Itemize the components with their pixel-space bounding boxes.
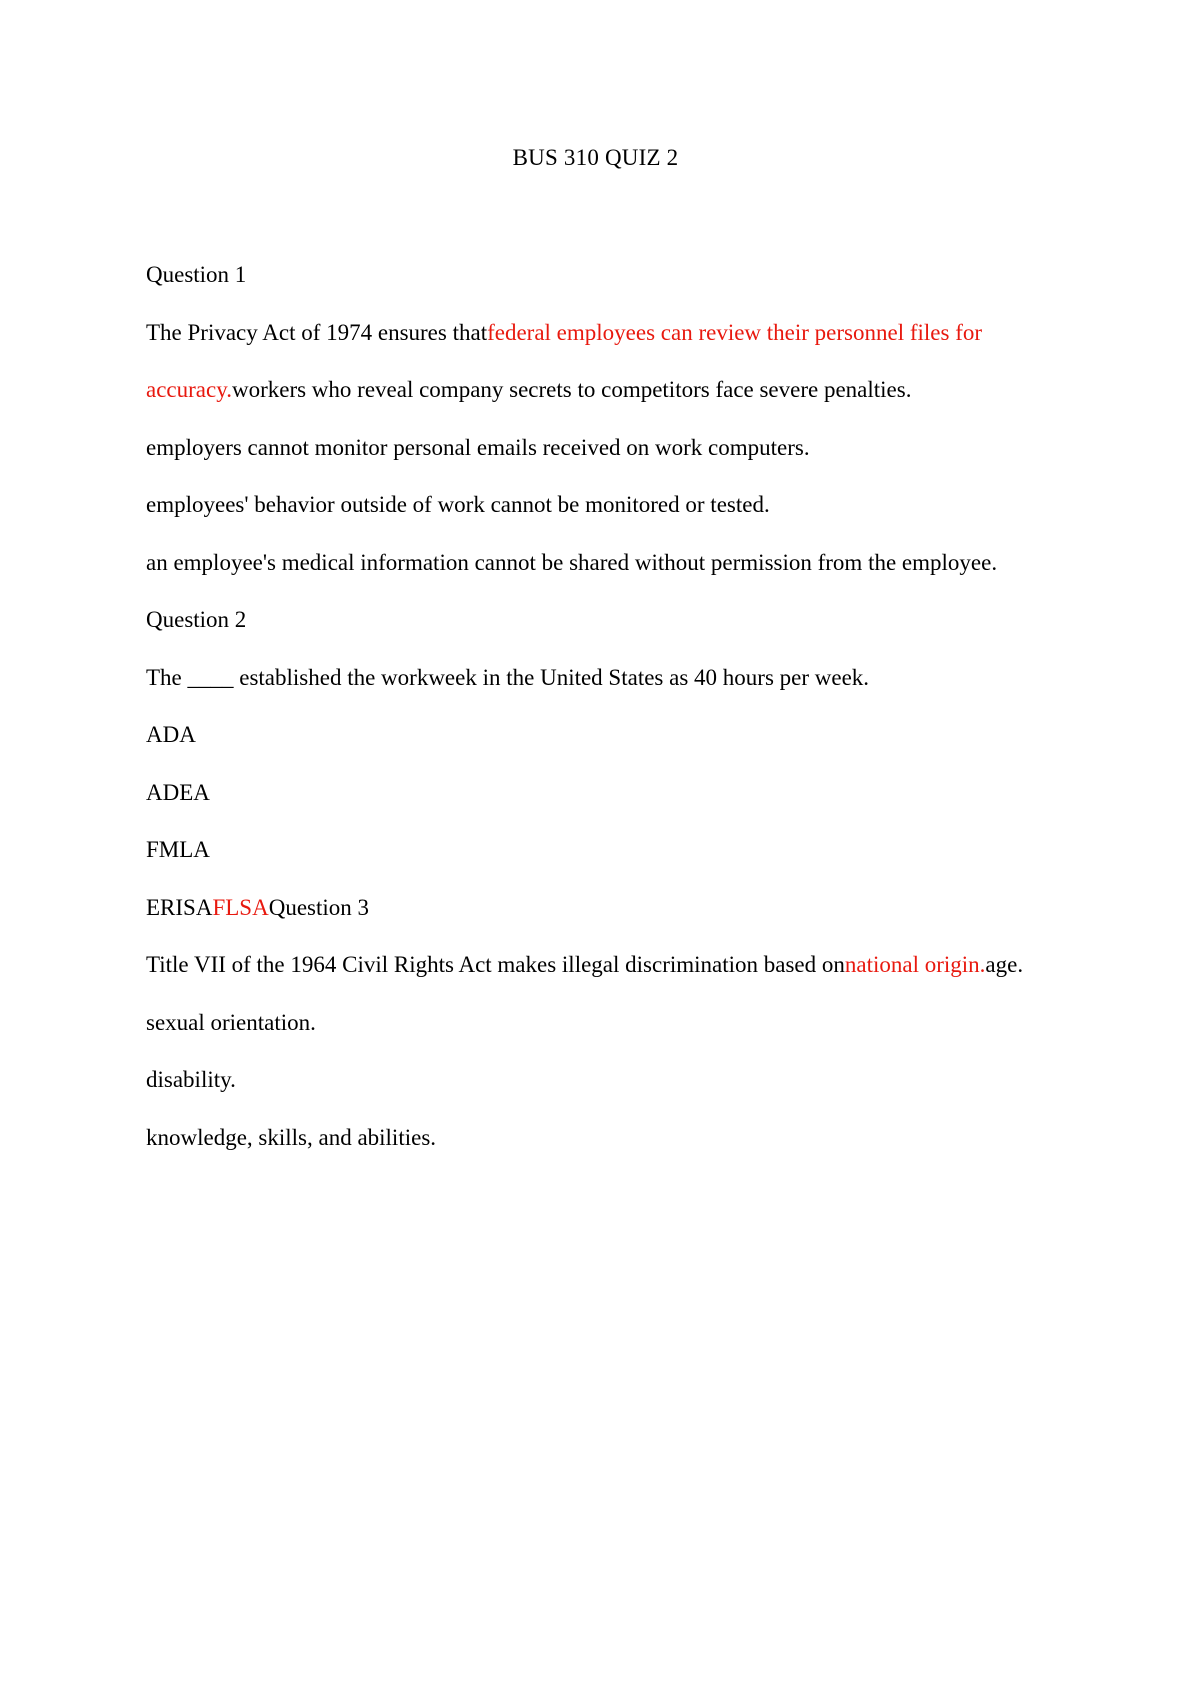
question-1-option-4: an employee's medical information cannot be shared without permission from the employee. (146, 549, 998, 575)
document-title: BUS 310 QUIZ 2 (512, 145, 679, 170)
question-3-option-4: knowledge, skills, and abilities. (146, 1124, 437, 1150)
question-1-option-2: employers cannot monitor personal emails received on work computers. (146, 434, 810, 460)
question-1-answer-line (146, 375, 1026, 433)
question-2-last-line (146, 893, 1026, 951)
question-1-heading: Question 1 (146, 262, 247, 287)
question-2-heading: Question 2 (146, 607, 247, 632)
question-2-option-1: ADA (146, 722, 196, 747)
question-3-option-1: age. (985, 952, 1024, 977)
question-3-option-2: sexual orientation. (146, 1009, 316, 1035)
question-1-answer-part2: accuracy. (146, 377, 232, 402)
question-2-option-4: ERISA (146, 894, 213, 920)
question-2-answer: FLSA (212, 894, 269, 920)
question-1-answer-part1: federal employees can review their personnel files for (487, 319, 983, 345)
question-1-option-1: workers who reveal company secrets to competitors face severe penalties. (231, 377, 912, 402)
question-3-option-3: disability. (146, 1067, 236, 1092)
question-2-option-3: FMLA (146, 837, 210, 862)
question-2-prompt: The ____ established the workweek in the United States as 40 hours per week. (146, 664, 870, 690)
question-2-option-2: ADEA (146, 779, 210, 805)
question-3-prompt: Title VII of the 1964 Civil Rights Act makes illegal discrimination based on (146, 952, 845, 977)
question-3-heading: Question 3 (268, 894, 370, 920)
question-1-prompt-line (146, 318, 1026, 376)
quiz-content (146, 260, 1026, 1180)
question-3-answer: national origin. (844, 952, 986, 977)
question-1-prompt: The Privacy Act of 1974 ensures that (146, 319, 488, 345)
question-3-prompt-line (146, 950, 1026, 1008)
question-1-option-3: employees' behavior outside of work cannot be monitored or tested. (146, 492, 770, 517)
